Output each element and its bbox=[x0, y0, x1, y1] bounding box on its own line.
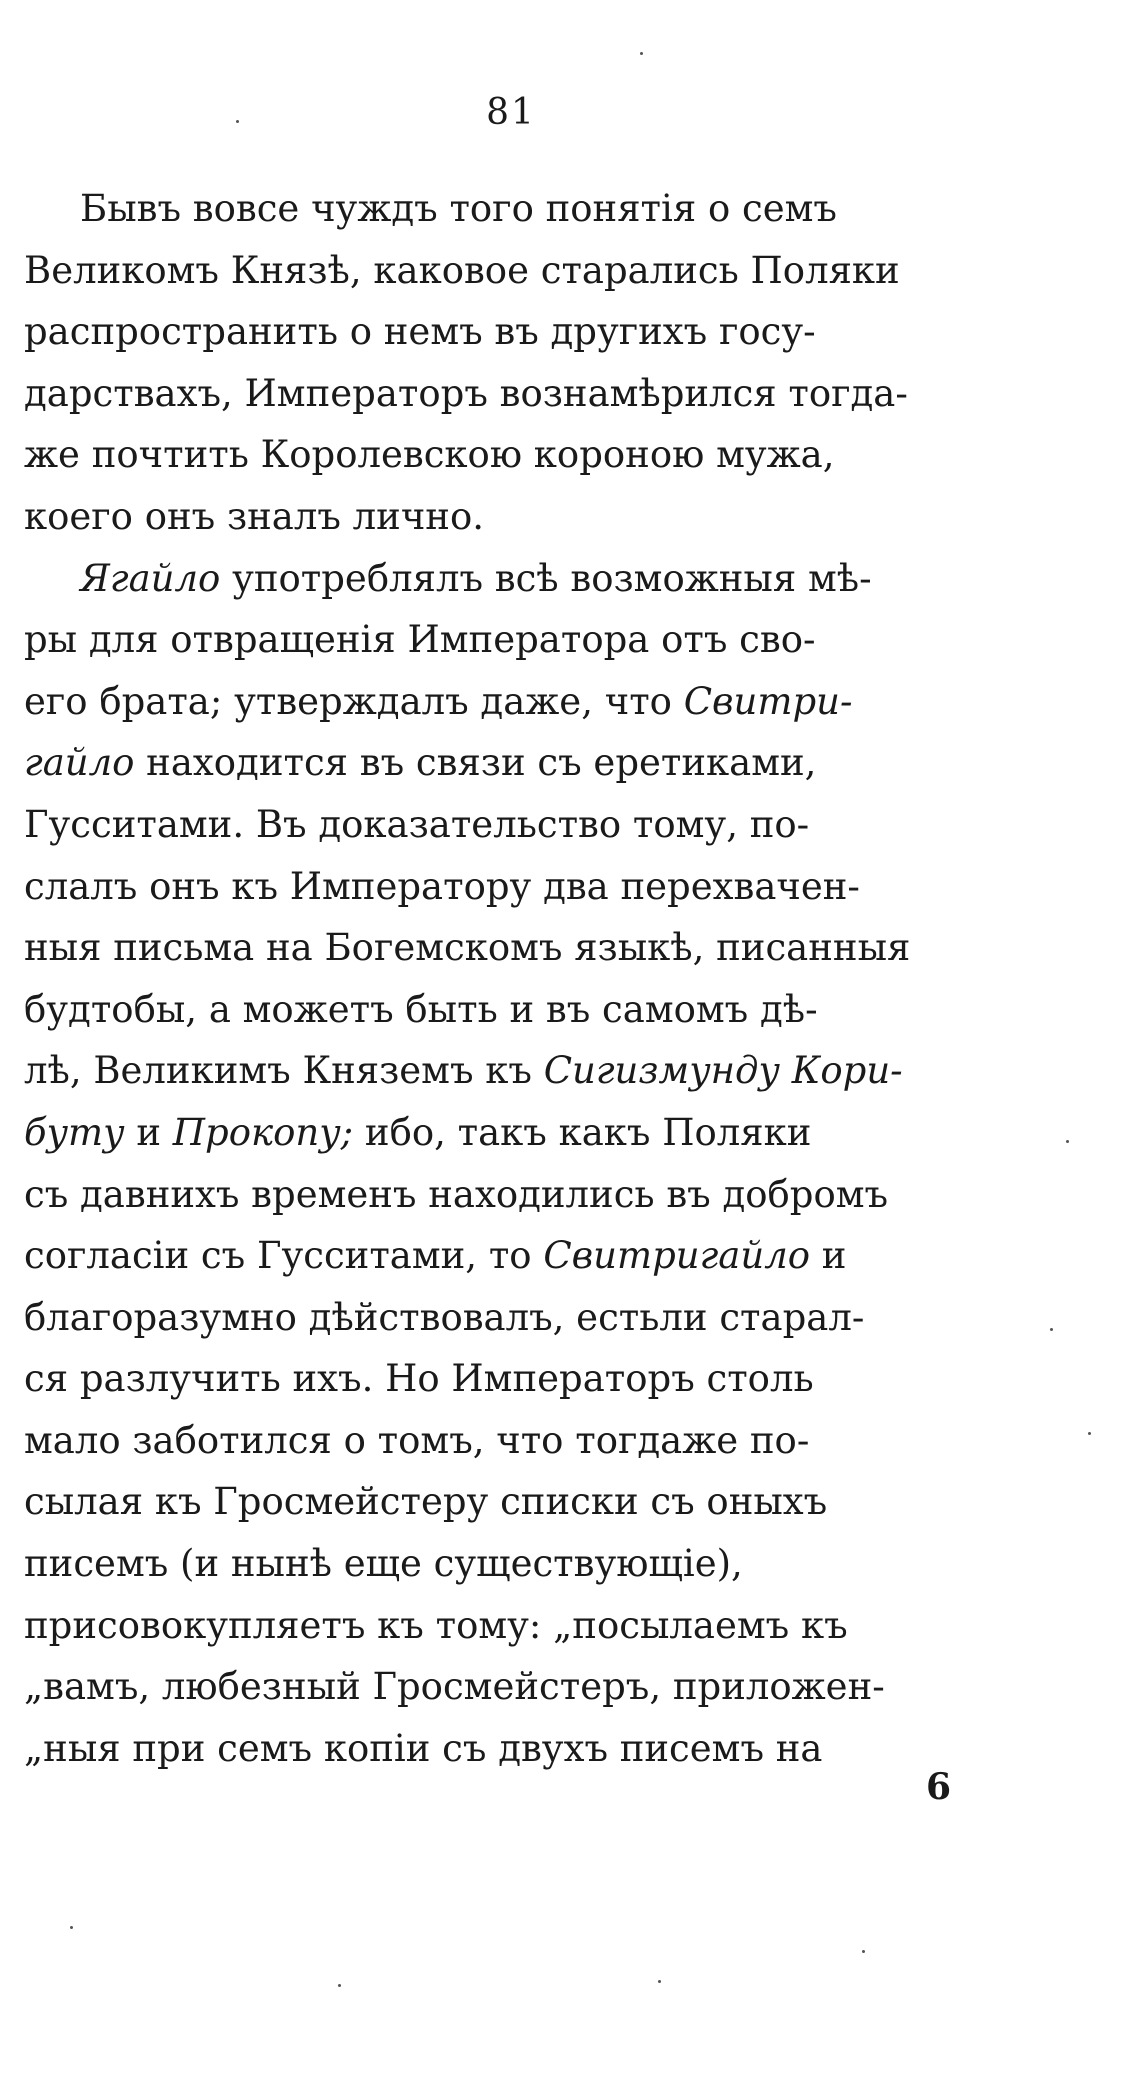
print-speck bbox=[1050, 1328, 1053, 1331]
print-speck bbox=[658, 1980, 661, 1983]
print-speck bbox=[1066, 1140, 1069, 1143]
text-line bbox=[24, 178, 1004, 240]
text-line bbox=[24, 1164, 1004, 1226]
text-line bbox=[24, 486, 1004, 548]
text-segment: ся разлучить ихъ. Но Императоръ столь bbox=[24, 1357, 814, 1401]
italic-name: буту bbox=[24, 1110, 125, 1154]
italic-name: гайло bbox=[24, 741, 135, 785]
text-segment: будтобы, а можетъ быть и въ самомъ дѣ- bbox=[24, 987, 818, 1031]
text-line bbox=[24, 424, 1004, 486]
print-speck bbox=[640, 52, 643, 55]
print-speck bbox=[862, 1950, 865, 1953]
italic-name: Сигизмунду Кори- bbox=[543, 1049, 903, 1093]
text-segment: сылая къ Гросмейстеру списки съ оныхъ bbox=[24, 1480, 828, 1524]
italic-name: Ягайло bbox=[80, 556, 221, 600]
text-line bbox=[24, 979, 1004, 1041]
text-line bbox=[24, 671, 1004, 733]
text-segment: ры для отвращенія Императора отъ сво- bbox=[24, 618, 816, 662]
text-segment: и bbox=[810, 1234, 847, 1278]
text-line bbox=[24, 1656, 1004, 1718]
text-segment: распространить о немъ въ другихъ госу- bbox=[24, 310, 816, 354]
text-line bbox=[24, 1718, 1004, 1780]
text-segment: дарствахъ, Императоръ вознамѣрился тогда- bbox=[24, 371, 908, 415]
text-line bbox=[24, 1471, 1004, 1533]
text-line bbox=[24, 856, 1004, 918]
text-segment: Гусситами. Въ доказательство тому, по- bbox=[24, 802, 810, 846]
italic-name: Прокопу; bbox=[172, 1110, 354, 1154]
text-segment: Великомъ Князѣ, каковое старались Поляки bbox=[24, 248, 900, 292]
text-segment: благоразумно дѣйствовалъ, естьли старал- bbox=[24, 1295, 865, 1339]
print-speck bbox=[236, 120, 239, 123]
text-line bbox=[24, 301, 1004, 363]
text-segment: „ныя при семъ копіи съ двухъ писемъ на bbox=[24, 1726, 823, 1770]
text-line bbox=[24, 1225, 1004, 1287]
text-segment: Бывъ вовсе чуждъ того понятія о семъ bbox=[80, 187, 837, 230]
text-line bbox=[24, 1595, 1004, 1657]
print-speck bbox=[338, 1984, 341, 1987]
text-line bbox=[24, 240, 1004, 302]
text-line bbox=[24, 548, 1004, 610]
text-segment: писемъ (и нынѣ еще существующіе), bbox=[24, 1542, 743, 1586]
text-line bbox=[24, 1410, 1004, 1472]
print-speck bbox=[1088, 1432, 1091, 1435]
text-segment: мало заботился о томъ, что тогдаже по- bbox=[24, 1418, 810, 1462]
text-segment: ныя письма на Богемскомъ языкѣ, писанныя bbox=[24, 926, 911, 970]
text-segment: съ давнихъ временъ находились въ добромъ bbox=[24, 1172, 889, 1216]
text-segment: коего онъ зналъ лично. bbox=[24, 494, 484, 538]
italic-name: Свитригайло bbox=[543, 1234, 811, 1278]
text-line bbox=[24, 1287, 1004, 1349]
text-segment: и bbox=[124, 1110, 173, 1154]
text-segment: лѣ, Великимъ Княземъ къ bbox=[24, 1049, 544, 1093]
text-line bbox=[24, 1102, 1004, 1164]
text-segment: находится въ связи съ еретиками, bbox=[134, 741, 817, 785]
text-segment: „вамъ, любезный Гросмейстеръ, приложен- bbox=[24, 1665, 885, 1709]
text-line bbox=[24, 1533, 1004, 1595]
body-text bbox=[24, 178, 1004, 1779]
italic-name: Свитри- bbox=[683, 679, 853, 723]
text-line bbox=[24, 917, 1004, 979]
text-line bbox=[24, 609, 1004, 671]
signature-mark: 6 bbox=[926, 1766, 952, 1808]
text-line bbox=[24, 363, 1004, 425]
text-line bbox=[24, 732, 1004, 794]
text-segment: его брата; утверждалъ даже, что bbox=[24, 679, 684, 723]
text-segment: ибо, такъ какъ Поляки bbox=[353, 1110, 812, 1154]
text-line bbox=[24, 794, 1004, 856]
page-number: 81 bbox=[486, 92, 536, 133]
print-speck bbox=[70, 1926, 73, 1929]
text-segment: же почтить Королевскою короною мужа, bbox=[24, 433, 835, 477]
text-line bbox=[24, 1040, 1004, 1102]
text-segment: согласіи съ Гусситами, то bbox=[24, 1234, 544, 1278]
text-segment: присовокупляетъ къ тому: „посылаемъ къ bbox=[24, 1603, 848, 1647]
text-segment: употреблялъ всѣ возможныя мѣ- bbox=[220, 556, 872, 600]
text-line bbox=[24, 1348, 1004, 1410]
text-segment: слалъ онъ къ Императору два перехвачен- bbox=[24, 864, 860, 908]
